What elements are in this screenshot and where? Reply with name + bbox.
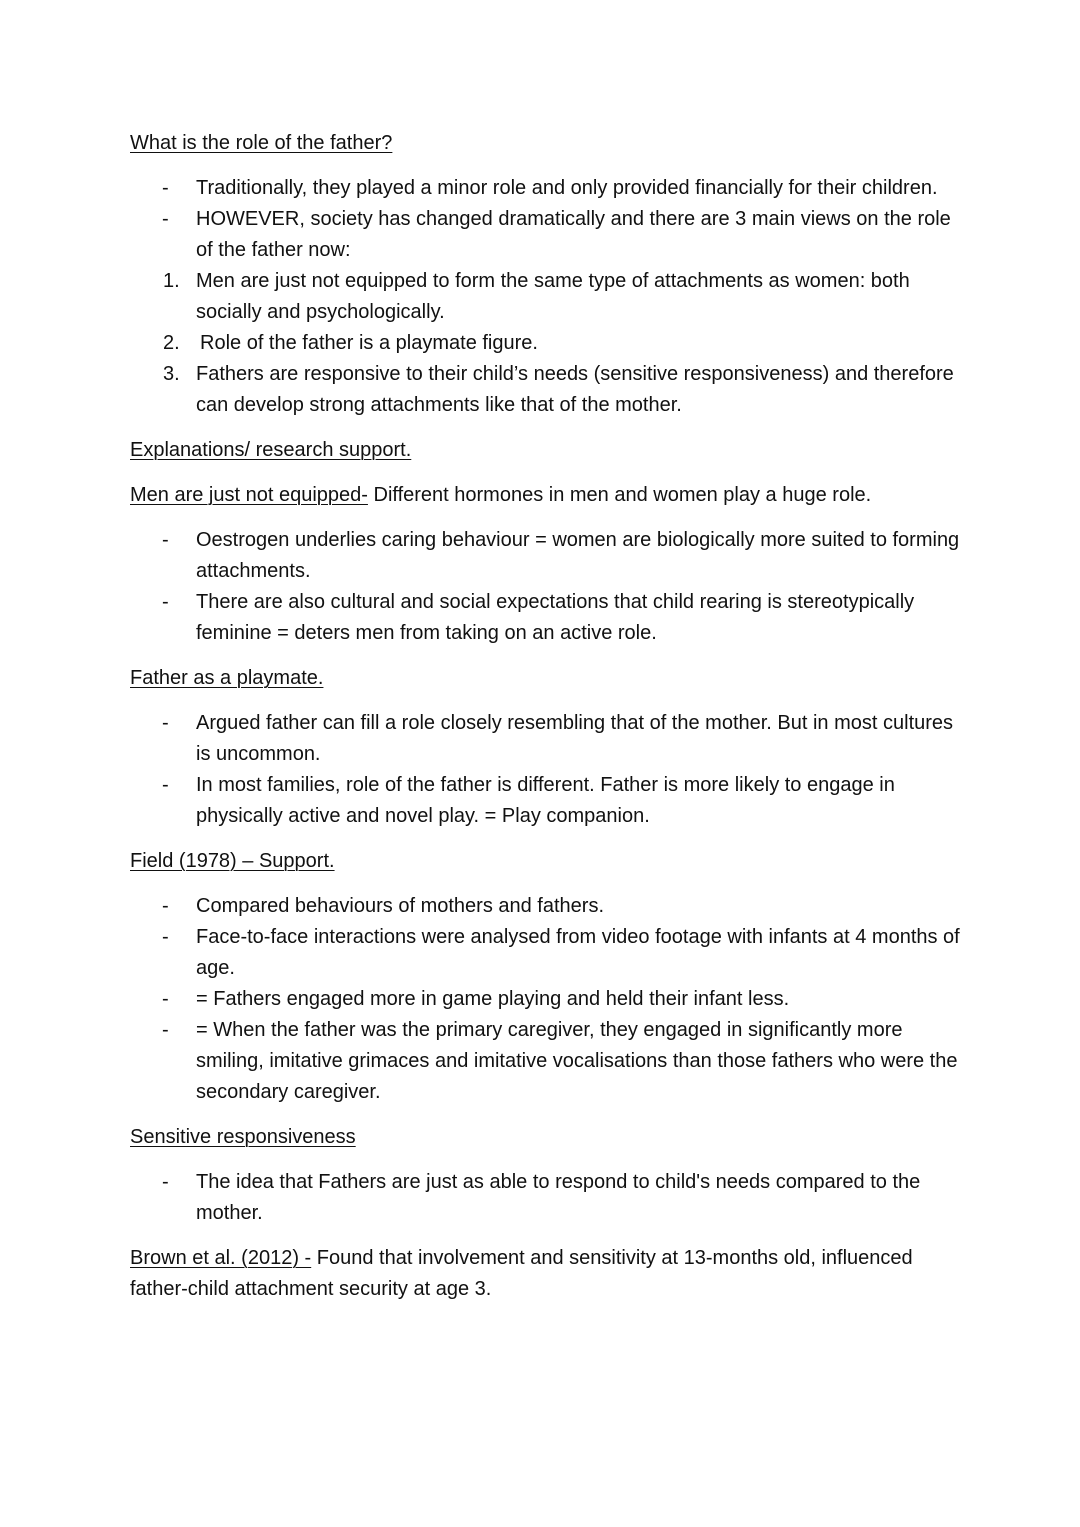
list-item-text: Argued father can fill a role closely resembling that of the mother. But in most cultures is uncommon. xyxy=(196,712,954,765)
men-not-equipped-text: Different hormones in men and women play a huge role. xyxy=(367,484,872,506)
views-numbered-list xyxy=(130,266,960,421)
document-page xyxy=(130,128,960,1305)
dash-marker: - xyxy=(162,926,169,948)
list-item-text: In most families, role of the father is different. Father is more likely to engage in physically active and novel play. = Play companion. xyxy=(196,774,895,827)
list-item xyxy=(130,922,960,984)
section-heading-role-of-father: What is the role of the father? xyxy=(130,132,393,154)
brown-2012-label: Brown et al. (2012) - xyxy=(130,1247,312,1269)
list-item-text: There are also cultural and social expectations that child rearing is stereotypically feminine = deters men from taking on an active role. xyxy=(196,591,915,644)
list-item-text: = When the father was the primary caregiver, they engaged in significantly more smiling, imitative grimaces and imitative vocalisations than those fathers who were the secondary caregiver. xyxy=(196,1019,958,1103)
dash-marker: - xyxy=(162,591,169,613)
brown-2012-text: Found that involvement and sensitivity at 13-months old, influenced father-child attachment security at age 3. xyxy=(130,1247,913,1300)
list-item xyxy=(130,173,960,204)
number-marker: 1. xyxy=(163,270,180,292)
list-item-text: Men are just not equipped to form the same type of attachments as women: both socially and psychologically. xyxy=(196,270,910,323)
hormones-bullet-list xyxy=(130,525,960,649)
list-item-text: The idea that Fathers are just as able to respond to child's needs compared to the mother. xyxy=(196,1171,921,1224)
dash-marker: - xyxy=(162,774,169,796)
dash-marker: - xyxy=(162,177,169,199)
list-item xyxy=(130,525,960,587)
men-not-equipped-paragraph xyxy=(130,480,960,511)
dash-marker: - xyxy=(162,529,169,551)
list-item xyxy=(130,587,960,649)
list-item-text: Traditionally, they played a minor role and only provided financially for their children. xyxy=(196,177,938,199)
list-item xyxy=(130,204,960,266)
list-item-text: = Fathers engaged more in game playing and held their infant less. xyxy=(196,988,790,1010)
dash-marker: - xyxy=(162,208,169,230)
number-marker: 2. xyxy=(163,332,180,354)
list-item xyxy=(130,1167,960,1229)
number-marker: 3. xyxy=(163,363,180,385)
list-item xyxy=(130,891,960,922)
sensitive-bullet-list xyxy=(130,1167,960,1229)
list-item xyxy=(130,266,960,328)
section-heading-explanations: Explanations/ research support. xyxy=(130,439,412,461)
list-item xyxy=(130,359,960,421)
brown-2012-paragraph xyxy=(130,1243,960,1305)
list-item xyxy=(130,1015,960,1108)
dash-marker: - xyxy=(162,712,169,734)
playmate-bullet-list xyxy=(130,708,960,832)
section-heading-field-1978: Field (1978) – Support. xyxy=(130,850,335,872)
dash-marker: - xyxy=(162,988,169,1010)
list-item xyxy=(130,770,960,832)
list-item-text: Compared behaviours of mothers and fathers. xyxy=(196,895,604,917)
list-item-text: Face-to-face interactions were analysed from video footage with infants at 4 months of age. xyxy=(196,926,960,979)
field-bullet-list xyxy=(130,891,960,1108)
list-item-text: Role of the father is a playmate figure. xyxy=(200,332,538,354)
list-item-text: Fathers are responsive to their child’s needs (sensitive responsiveness) and therefore can develop strong attachments like that of the mother. xyxy=(196,363,954,416)
men-not-equipped-label: Men are just not equipped- xyxy=(130,484,368,506)
dash-marker: - xyxy=(162,1019,169,1041)
section-heading-playmate: Father as a playmate. xyxy=(130,667,324,689)
dash-marker: - xyxy=(162,1171,169,1193)
section-heading-sensitive-responsiveness: Sensitive responsiveness xyxy=(130,1126,356,1148)
dash-marker: - xyxy=(162,895,169,917)
list-item xyxy=(130,984,960,1015)
role-bullet-list xyxy=(130,173,960,266)
list-item xyxy=(130,328,960,359)
list-item-text: Oestrogen underlies caring behaviour = women are biologically more suited to forming attachments. xyxy=(196,529,960,582)
list-item-text: HOWEVER, society has changed dramatically and there are 3 main views on the role of the father now: xyxy=(196,208,951,261)
list-item xyxy=(130,708,960,770)
